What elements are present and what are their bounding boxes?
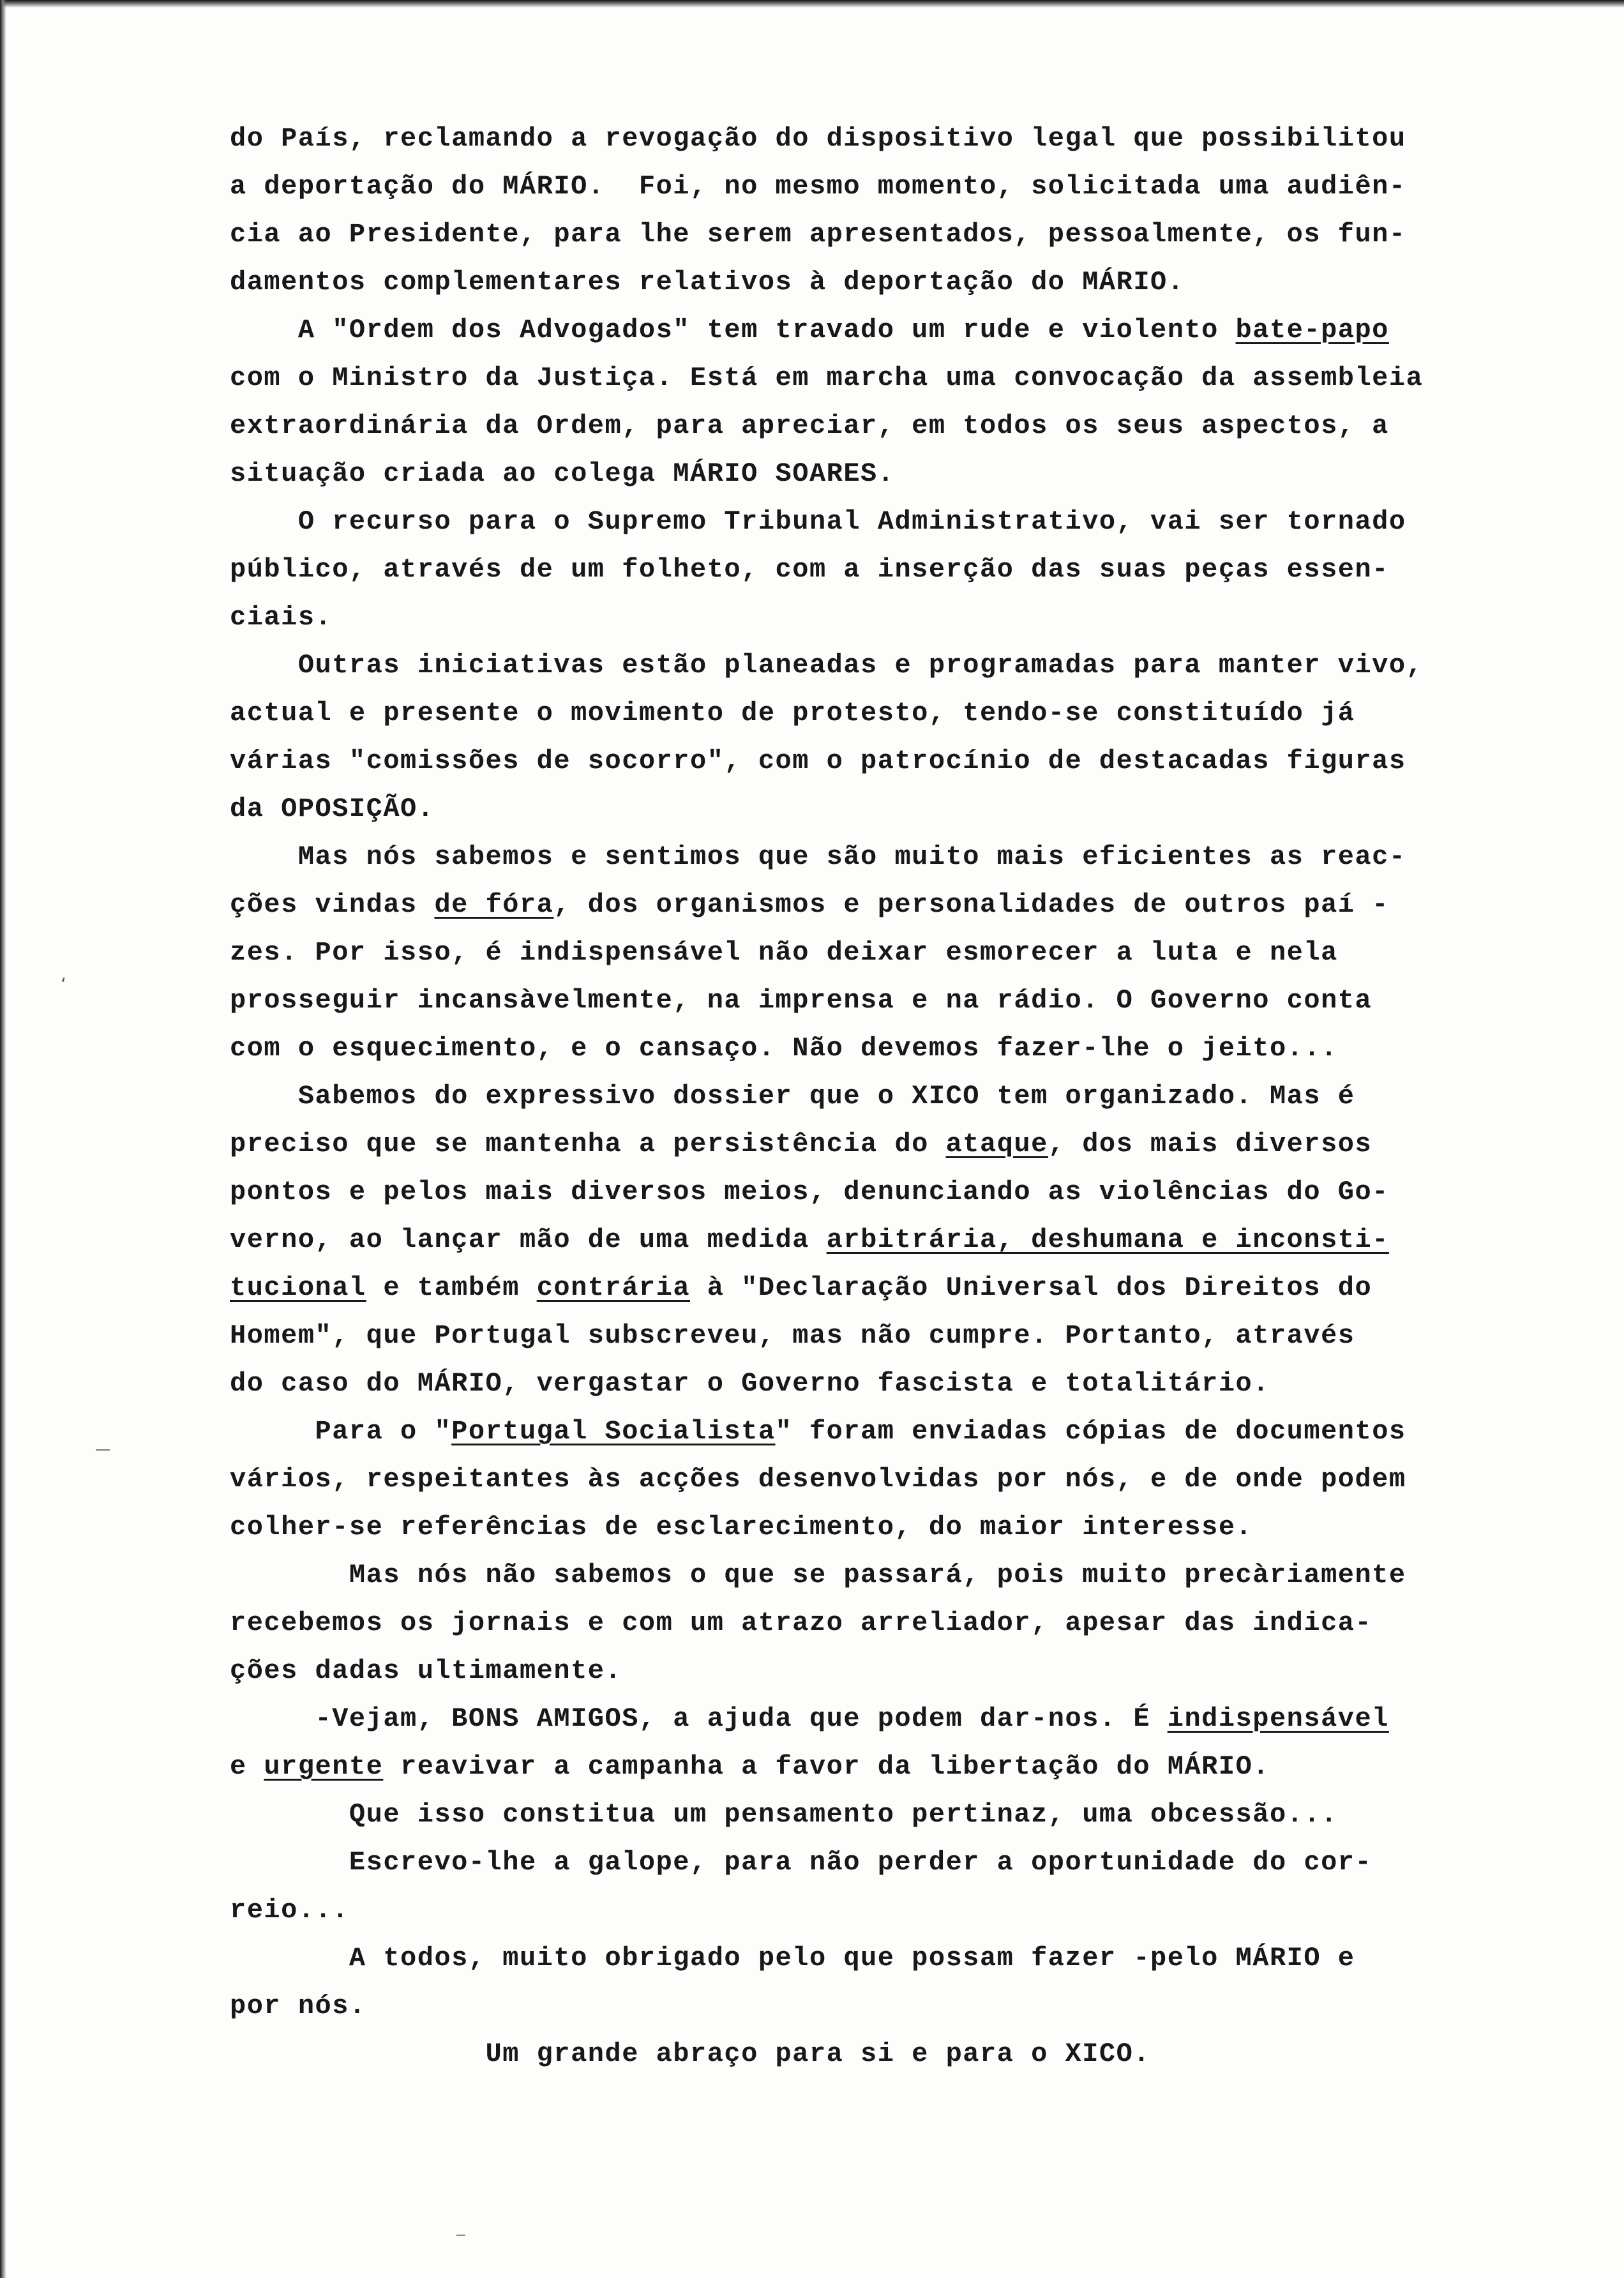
text-line [230,1551,1596,1599]
page-top-edge [0,0,1624,8]
text-line [230,306,1596,354]
text-segment: ciais. [230,602,333,633]
underlined-text: bate-papo [1235,315,1389,345]
underlined-text: de fóra [434,889,554,920]
page-left-edge [0,0,6,2278]
text-segment: A todos, muito obrigado pelo que possam fazer -pelo MÁRIO e [230,1943,1355,1973]
text-line [230,1982,1596,2030]
text-segment: verno, ao lançar mão de uma medida [230,1225,827,1255]
text-line [230,163,1596,211]
text-line [230,881,1596,929]
text-line [230,642,1596,690]
text-segment: Sabemos do expressivo dossier que o XICO tem organizado. Mas é [230,1081,1355,1112]
text-segment: ções vindas [230,889,435,920]
text-line [230,1504,1596,1551]
underlined-text: tucional [230,1272,366,1303]
text-line [230,690,1596,737]
text-line [230,1360,1596,1408]
text-segment: ções dadas ultimamente. [230,1656,622,1686]
text-line [230,1839,1596,1887]
underlined-text: urgente [264,1751,384,1782]
text-segment: recebemos os jornais e com um atrazo arreliador, apesar das indica- [230,1608,1372,1638]
text-segment: Um grande abraço para si e para o XICO. [230,2039,1151,2069]
text-segment: Que isso constitua um pensamento pertinaz, uma obcessão... [230,1799,1338,1830]
text-line [230,1073,1596,1120]
underlined-text: Portugal Socialista [451,1416,776,1447]
margin-dash-mark [96,1449,110,1451]
text-line [230,115,1596,163]
text-segment: pontos e pelos mais diversos meios, denunciando as violências do Go- [230,1177,1389,1207]
text-segment: damentos complementares relativos à deportação do MÁRIO. [230,267,1185,298]
text-segment: à "Declaração Universal dos Direitos do [690,1272,1372,1303]
text-segment: Escrevo-lhe a galope, para não perder a oportunidade do cor- [230,1847,1372,1878]
text-segment: e [230,1751,264,1782]
text-line [230,1408,1596,1456]
text-line [230,1791,1596,1839]
text-segment: Homem", que Portugal subscreveu, mas não cumpre. Portanto, através [230,1320,1355,1351]
text-line [230,1312,1596,1360]
margin-tick-mark: ‘ [61,974,66,995]
text-line [230,737,1596,785]
text-segment: público, através de um folheto, com a inserção das suas peças essen- [230,554,1389,585]
text-line [230,259,1596,306]
text-segment: situação criada ao colega MÁRIO SOARES. [230,458,895,489]
text-segment: da OPOSIÇÃO. [230,794,435,824]
underlined-text: contrária [536,1272,691,1303]
text-segment: -Vejam, BONS AMIGOS, a ajuda que podem dar-nos. É [230,1703,1168,1734]
text-segment: Para o " [230,1416,452,1447]
text-segment: a deportação do MÁRIO. Foi, no mesmo momento, solicitada uma audiên- [230,171,1406,202]
text-segment: cia ao Presidente, para lhe serem apresentados, pessoalmente, os fun- [230,219,1406,250]
text-line [230,1168,1596,1216]
text-line [230,2030,1596,2078]
text-segment: Mas nós sabemos e sentimos que são muito mais eficientes as reac- [230,841,1406,872]
underlined-text: arbitrária, deshumana e inconsti- [826,1225,1389,1255]
text-segment: vários, respeitantes às acções desenvolvidas por nós, e de onde podem [230,1464,1406,1495]
text-segment: por nós. [230,1991,366,2021]
text-line [230,1887,1596,1935]
text-segment: " foram enviadas cópias de documentos [775,1416,1406,1447]
text-segment: extraordinária da Ordem, para apreciar, em todos os seus aspectos, a [230,411,1389,441]
text-segment: prosseguir incansàvelmente, na imprensa e na rádio. O Governo conta [230,985,1372,1016]
text-line [230,402,1596,450]
text-segment: reio... [230,1895,349,1926]
text-line [230,1216,1596,1264]
text-segment: , dos organismos e personalidades de outros paí - [553,889,1389,920]
text-line [230,1264,1596,1312]
text-segment: colher-se referências de esclarecimento, do maior interesse. [230,1512,1253,1543]
text-segment: Mas nós não sabemos o que se passará, pois muito precàriamente [230,1560,1406,1590]
text-segment: preciso que se mantenha a persistência do [230,1129,946,1159]
text-segment: do País, reclamando a revogação do dispositivo legal que possibilitou [230,123,1406,154]
text-line [230,354,1596,402]
text-line [230,1647,1596,1695]
text-segment: zes. Por isso, é indispensável não deixar esmorecer a luta e nela [230,937,1338,968]
text-line [230,1695,1596,1743]
text-segment: A "Ordem dos Advogados" tem travado um rude e violento [230,315,1236,345]
letter-body [230,115,1596,2078]
text-line [230,450,1596,498]
text-line [230,1935,1596,1982]
text-segment: do caso do MÁRIO, vergastar o Governo fascista e totalitário. [230,1368,1270,1399]
text-line [230,785,1596,833]
text-line [230,594,1596,642]
text-line [230,977,1596,1025]
text-line [230,929,1596,977]
text-line [230,1743,1596,1791]
text-segment: , dos mais diversos [1048,1129,1372,1159]
text-line [230,1025,1596,1073]
text-segment: com o Ministro da Justiça. Está em marcha uma convocação da assembleia [230,363,1424,393]
text-line [230,833,1596,881]
underlined-text: indispensável [1167,1703,1389,1734]
bottom-dash-mark [456,2235,465,2236]
text-line [230,498,1596,546]
text-segment: Outras iniciativas estão planeadas e programadas para manter vivo, [230,650,1424,681]
text-segment: várias "comissões de socorro", com o patrocínio de destacadas figuras [230,746,1406,776]
text-segment: O recurso para o Supremo Tribunal Administrativo, vai ser tornado [230,506,1406,537]
text-segment: actual e presente o movimento de protesto, tendo-se constituído já [230,698,1355,728]
text-segment: e também [366,1272,537,1303]
text-line [230,211,1596,259]
text-line [230,1120,1596,1168]
text-line [230,546,1596,594]
text-line [230,1456,1596,1504]
text-line [230,1599,1596,1647]
text-segment: com o esquecimento, e o cansaço. Não devemos fazer-lhe o jeito... [230,1033,1338,1064]
text-segment: reavivar a campanha a favor da libertação do MÁRIO. [383,1751,1270,1782]
underlined-text: ataque [945,1129,1048,1159]
